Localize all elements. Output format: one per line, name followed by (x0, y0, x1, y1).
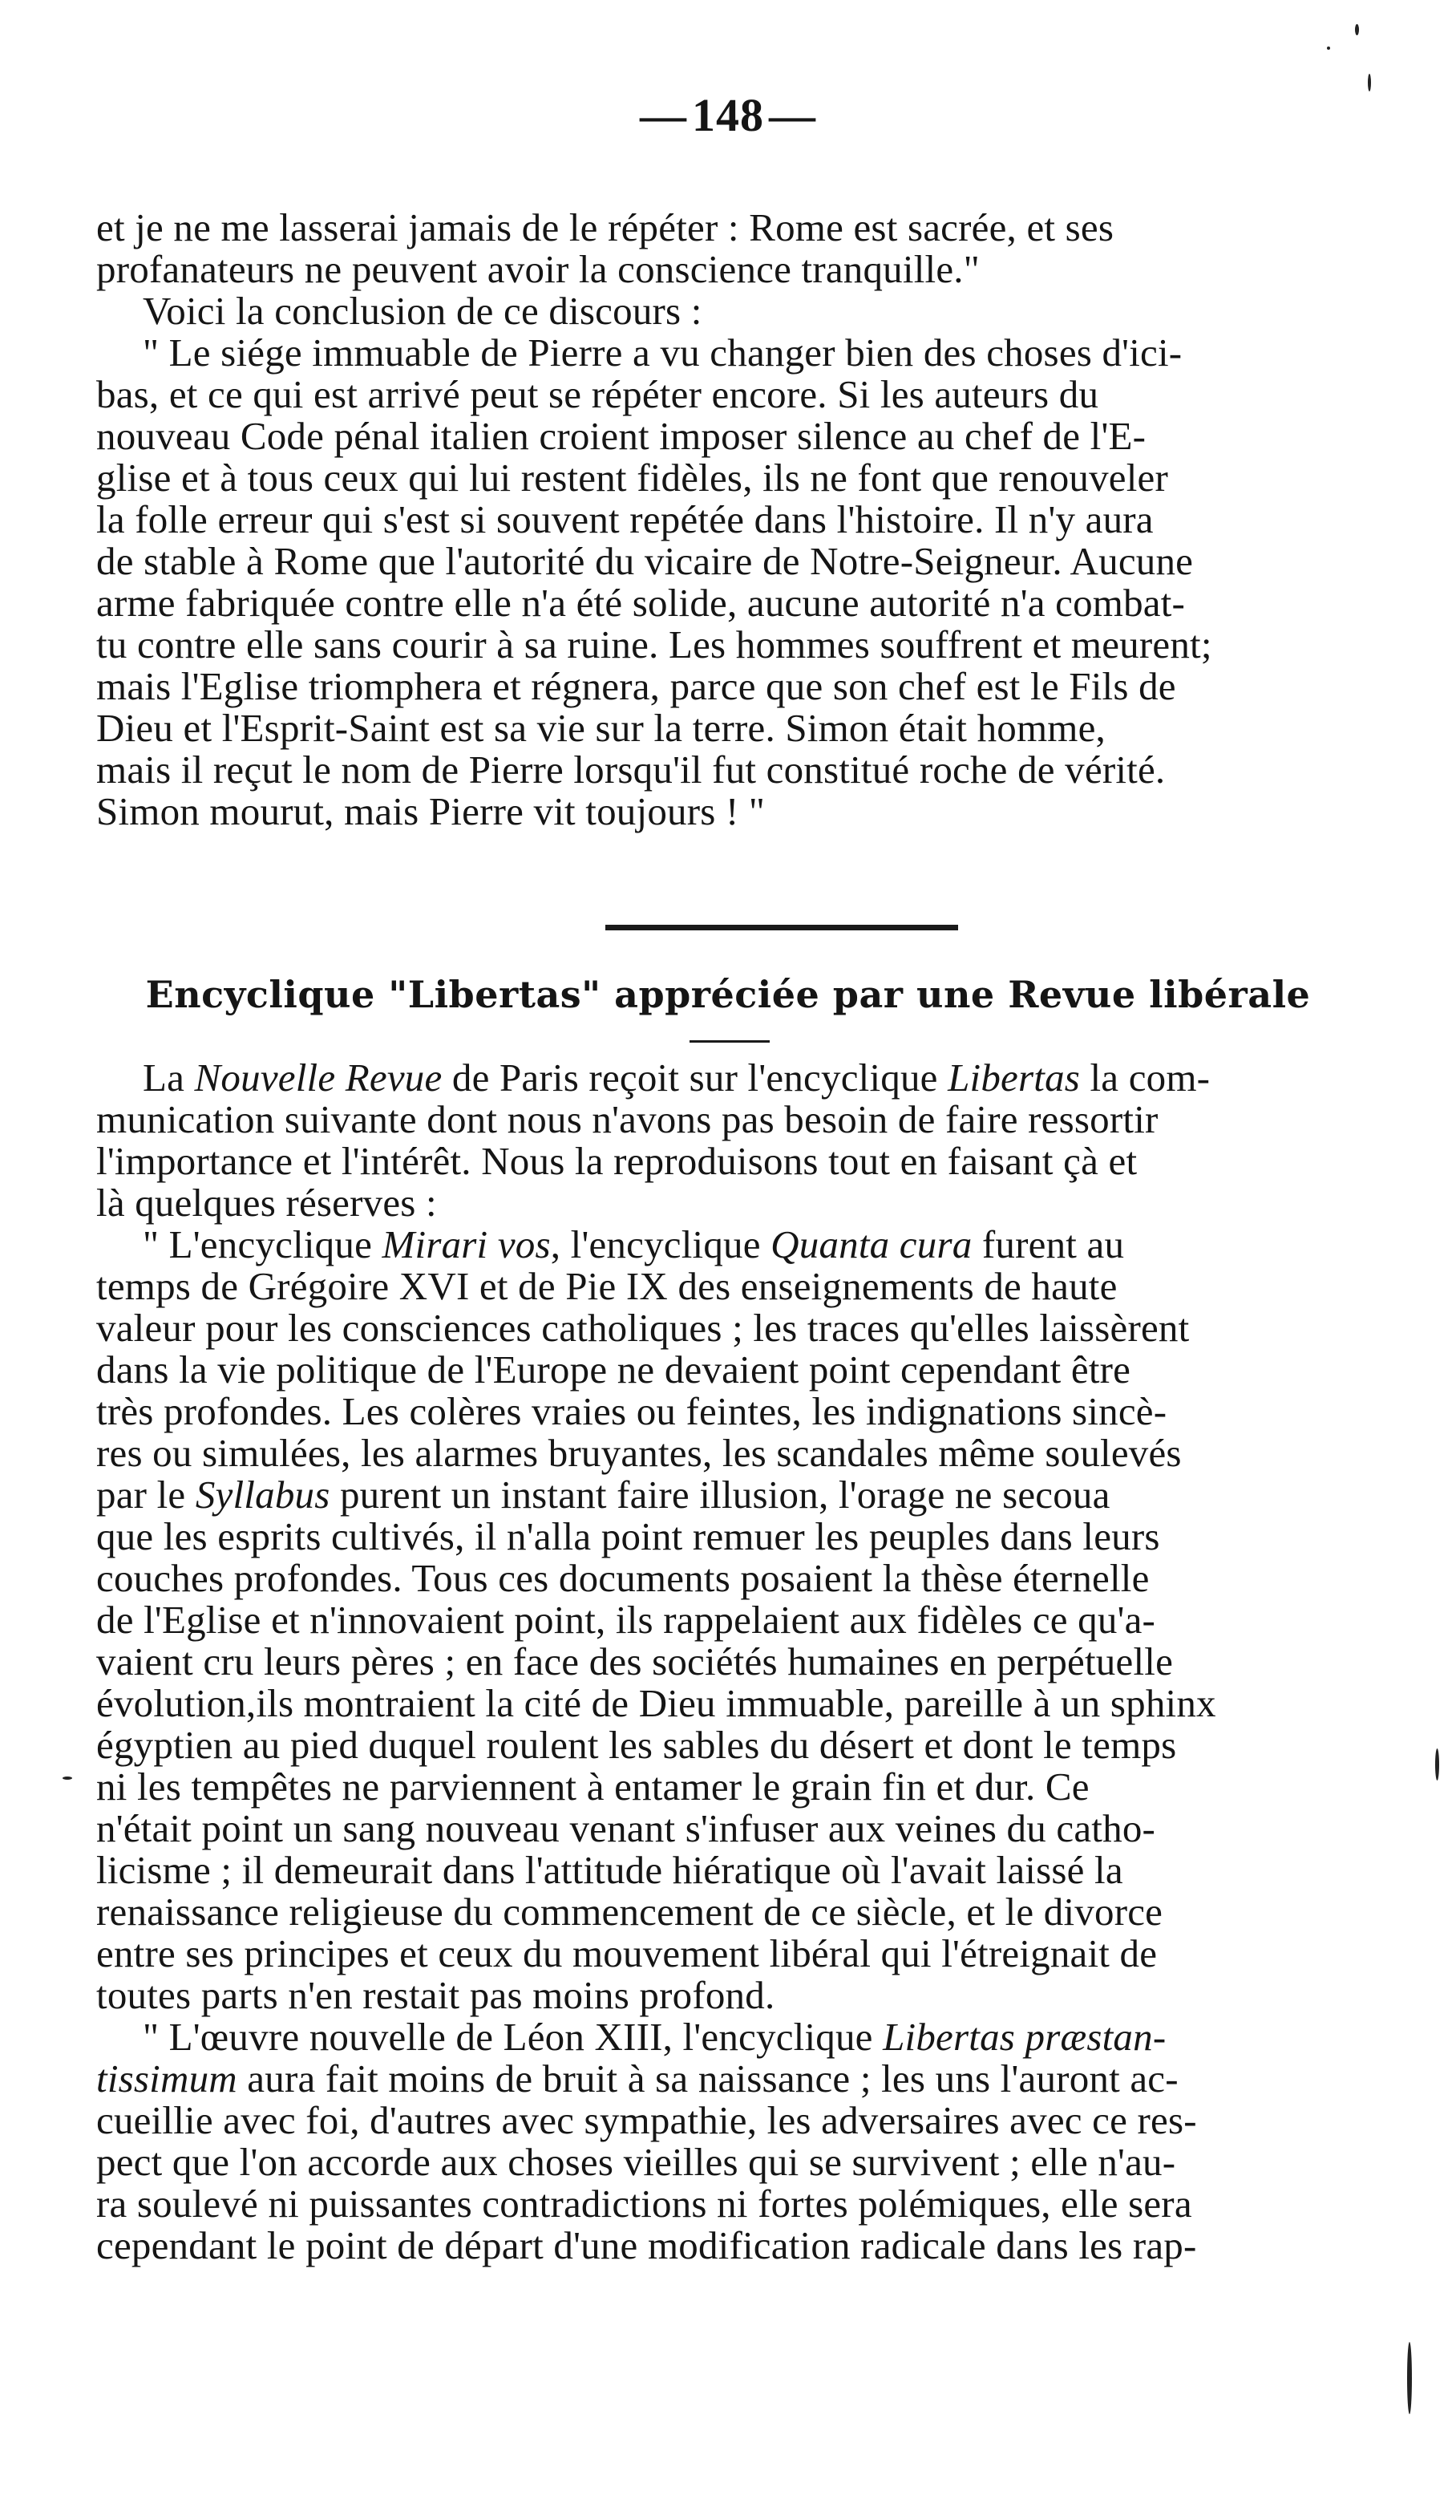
text-run: " L'œuvre nouvelle de Léon XIII, l'encyclique (143, 2015, 884, 2059)
text-run: la com- (1080, 1055, 1211, 1100)
text-run: temps de Grégoire XVI et de Pie IX des enseignements de haute (96, 1264, 1118, 1308)
text-line (96, 1307, 1411, 1349)
text-run: l'importance et l'intérêt. Nous la reproduisons tout en faisant çà et (96, 1139, 1138, 1183)
text-line (96, 1558, 1411, 1599)
text-run: cependant le point de départ d'une modification radicale dans les rap- (96, 2223, 1197, 2267)
text-run: par le (96, 1473, 196, 1517)
text-run: licisme ; il demeurait dans l'attitude hiératique où l'avait laissé la (96, 1848, 1123, 1892)
article-body (96, 1057, 1411, 2267)
text-line (96, 1474, 1411, 1516)
page-number: 148 (692, 89, 764, 141)
text-run: vaient cru leurs pères ; en face des sociétés humaines en perpétuelle (96, 1639, 1174, 1683)
text-line: Voici la conclusion de ce discours : (143, 289, 702, 333)
text-run: très profondes. Les colères vraies ou feintes, les indignations sincè- (96, 1389, 1167, 1433)
text-line (96, 2016, 1411, 2058)
scan-speck (1368, 74, 1371, 91)
text-line (96, 1599, 1411, 1641)
text-run: égyptien au pied duquel roulent les sables du désert et dont le temps (96, 1723, 1177, 1767)
text-run: aura fait moins de bruit à sa naissance ; les uns l'auront ac- (237, 2056, 1179, 2101)
section-title: Encyclique "Libertas" appréciée par une Revue libérale (145, 973, 1311, 1016)
text-line (96, 2100, 1411, 2141)
italic-title: tissimum (96, 2056, 237, 2101)
text-run: ra soulevé ni puissantes contradictions ni fortes polémiques, elle sera (96, 2182, 1192, 2226)
text-line (96, 1391, 1411, 1432)
text-run: renaissance religieuse du commencement de ce siècle, et le divorce (96, 1890, 1163, 1934)
italic-title: Quanta cura (770, 1222, 973, 1266)
text-run: " L'encyclique (143, 1222, 382, 1266)
text-run: de Paris reçoit sur l'encyclique (442, 1055, 948, 1100)
text-run: couches profondes. Tous ces documents posaient la thèse éternelle (96, 1556, 1150, 1600)
text-line: la folle erreur qui s'est si souvent repétée dans l'histoire. Il n'y aura (96, 497, 1154, 541)
text-line (96, 1224, 1411, 1266)
text-run: pect que l'on accorde aux choses vieilles qui se survivent ; elle n'au- (96, 2140, 1176, 2184)
scan-speck (63, 1777, 72, 1780)
text-run: entre ses principes et ceux du mouvement libéral qui l'étreignait de (96, 1931, 1158, 1975)
text-line (96, 1641, 1411, 1683)
scan-speck (1407, 2342, 1412, 2414)
text-line: mais il reçut le nom de Pierre lorsqu'il fut constitué roche de vérité. (96, 747, 1166, 792)
text-run: cueillie avec foi, d'autres avec sympathie, les adversaires avec ce res- (96, 2098, 1197, 2142)
text-run: ni les tempêtes ne parviennent à entamer le grain fin et dur. Ce (96, 1764, 1090, 1809)
scan-speck (1355, 24, 1359, 35)
text-line: glise et à tous ceux qui lui restent fidèles, ils ne font que renouveler (96, 456, 1169, 500)
text-line (96, 1140, 1411, 1182)
text-line: et je ne me lasserai jamais de le répéter : Rome est sacrée, et ses (96, 205, 1114, 249)
text-run: toutes parts n'en restait pas moins profond. (96, 1973, 775, 2017)
text-line: mais l'Eglise triomphera et régnera, parce que son chef est le Fils de (96, 664, 1176, 708)
italic-title: Nouvelle Revue (194, 1055, 443, 1100)
page-header (0, 88, 1456, 142)
scan-speck (1327, 47, 1330, 50)
text-line: Simon mourut, mais Pierre vit toujours ! " (96, 789, 766, 833)
text-line (96, 1182, 1411, 1224)
text-line (96, 1099, 1411, 1140)
text-line: tu contre elle sans courir à sa ruine. Les hommes souffrent et meurent; (96, 622, 1212, 666)
text-line: " Le siége immuable de Pierre a vu changer bien des choses d'ici- (143, 330, 1183, 375)
text-line (96, 1683, 1411, 1724)
text-line (96, 2058, 1411, 2100)
italic-title: Syllabus (195, 1473, 330, 1517)
scan-speck (1435, 1748, 1439, 1781)
text-line (96, 1891, 1411, 1933)
text-run: purent un instant faire illusion, l'orage ne secoua (330, 1473, 1110, 1517)
text-run: furent au (972, 1222, 1125, 1266)
text-line: Dieu et l'Esprit-Saint est sa vie sur la terre. Simon était homme, (96, 706, 1106, 750)
text-line (96, 2183, 1411, 2225)
italic-title: Libertas præstan- (883, 2015, 1167, 2059)
text-line (96, 1975, 1411, 2016)
opening-paragraphs (96, 207, 1411, 833)
text-run: , l'encyclique (550, 1222, 771, 1266)
text-line (96, 1266, 1411, 1307)
italic-title: Mirari vos (382, 1222, 551, 1266)
header-dash-left: — (640, 89, 687, 141)
text-line: nouveau Code pénal italien croient imposer silence au chef de l'E- (96, 414, 1147, 458)
text-line (96, 2225, 1411, 2267)
text-line (96, 1766, 1411, 1808)
text-line (96, 2141, 1411, 2183)
text-line: de stable à Rome que l'autorité du vicaire de Notre-Seigneur. Aucune (96, 539, 1194, 583)
text-line (96, 1808, 1411, 1849)
text-run: dans la vie politique de l'Europe ne devaient point cependant être (96, 1347, 1131, 1392)
text-line (96, 1933, 1411, 1975)
section-divider (605, 925, 958, 930)
text-run: que les esprits cultivés, il n'alla point remuer les peuples dans leurs (96, 1514, 1160, 1558)
text-line (96, 1516, 1411, 1558)
text-line (96, 1849, 1411, 1891)
text-line (96, 1724, 1411, 1766)
italic-title: Libertas (948, 1055, 1081, 1100)
text-line (96, 1349, 1411, 1391)
text-run: n'était point un sang nouveau venant s'infuser aux veines du catho- (96, 1806, 1156, 1850)
text-run: La (143, 1055, 195, 1100)
text-run: valeur pour les consciences catholiques ; les traces qu'elles laissèrent (96, 1306, 1190, 1350)
text-line (96, 1057, 1411, 1099)
header-dash-right: — (769, 89, 816, 141)
text-run: res ou simulées, les alarmes bruyantes, les scandales même soulevés (96, 1431, 1182, 1475)
text-line: bas, et ce qui est arrivé peut se répéter encore. Si les auteurs du (96, 372, 1099, 416)
text-run: évolution,ils montraient la cité de Dieu immuable, pareille à un sphinx (96, 1681, 1216, 1725)
text-line: profanateurs ne peuvent avoir la conscience tranquille." (96, 247, 980, 291)
text-run: là quelques réserves : (96, 1181, 437, 1225)
text-line: arme fabriquée contre elle n'a été solide, aucune autorité n'a combat- (96, 581, 1186, 625)
text-run: munication suivante dont nous n'avons pas besoin de faire ressortir (96, 1097, 1159, 1141)
text-line (96, 1432, 1411, 1474)
text-run: de l'Eglise et n'innovaient point, ils rappelaient aux fidèles ce qu'a- (96, 1598, 1156, 1642)
title-underline (690, 1040, 770, 1043)
